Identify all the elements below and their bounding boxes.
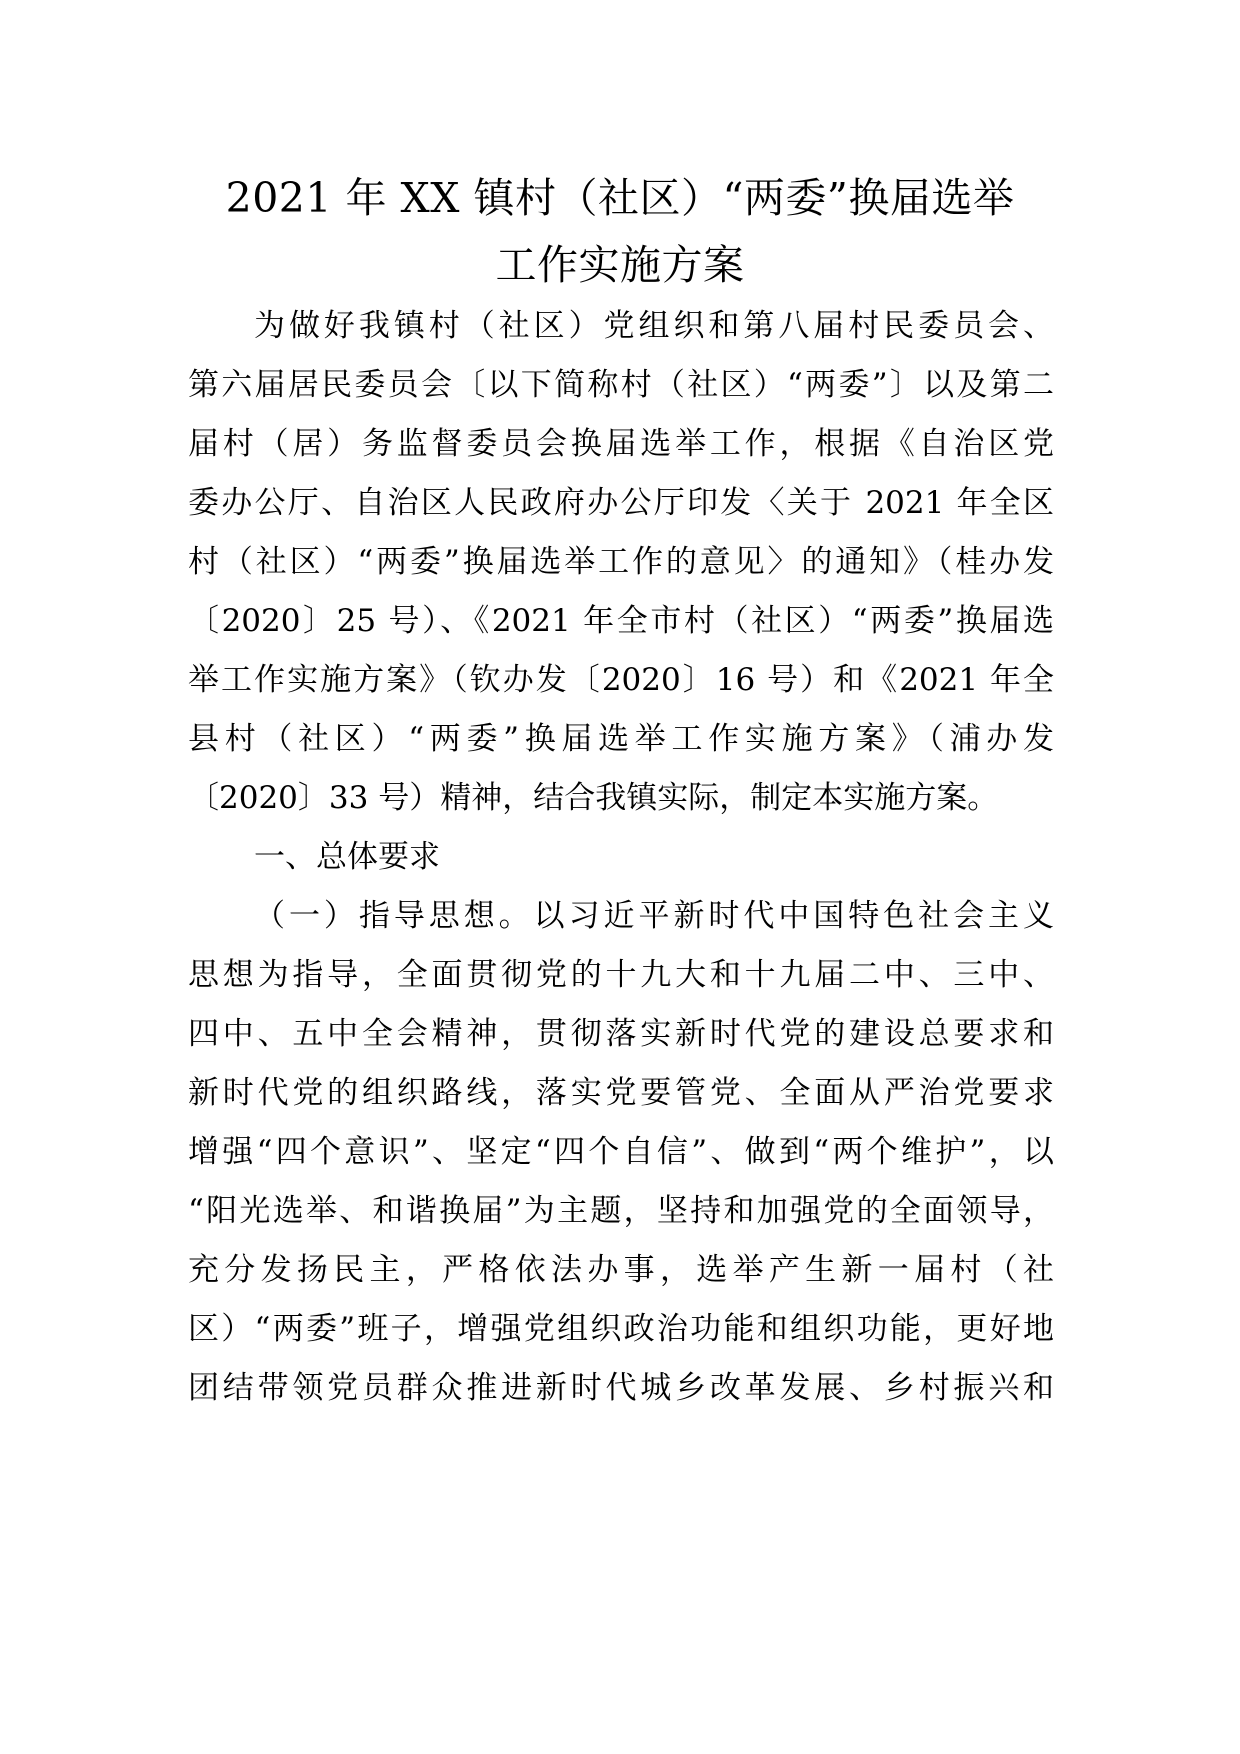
section-heading: 一、总体要求 xyxy=(254,839,440,875)
paragraph-line: （一）指导思想。以习近平新时代中国特色社会主义 xyxy=(254,898,1054,934)
paragraph-line: 举工作实施方案》（钦办发〔2020〕16 号）和《2021 年全 xyxy=(188,662,1054,698)
paragraph-line: 〔2020〕25 号）、《2021 年全市村（社区）“两委”换届选 xyxy=(188,603,1054,639)
paragraph-line: 村（社区）“两委”换届选举工作的意见〉的通知》（桂办发 xyxy=(188,544,1054,580)
paragraph-line: 第六届居民委员会〔以下简称村（社区）“两委”〕以及第二 xyxy=(188,367,1054,403)
paragraph-line: 新时代党的组织路线，落实党要管党、全面从严治党要求 xyxy=(188,1075,1054,1111)
paragraph-line: “阳光选举、和谐换届”为主题，坚持和加强党的全面领导， xyxy=(188,1193,1054,1229)
paragraph-line: 为做好我镇村（社区）党组织和第八届村民委员会、 xyxy=(254,308,1054,344)
paragraph-line: 四中、五中全会精神，贯彻落实新时代党的建设总要求和 xyxy=(188,1016,1054,1052)
paragraph-line: 县村（社区）“两委”换届选举工作实施方案》（浦办发 xyxy=(188,721,1054,757)
paragraph-line: 思想为指导，全面贯彻党的十九大和十九届二中、三中、 xyxy=(188,957,1054,993)
paragraph-line: 增强“四个意识”、坚定“四个自信”、做到“两个维护”，以 xyxy=(188,1134,1054,1170)
paragraph-line: 委办公厅、自治区人民政府办公厅印发〈关于 2021 年全区 xyxy=(188,485,1054,521)
paragraph-line: 届村（居）务监督委员会换届选举工作，根据《自治区党 xyxy=(188,426,1054,462)
paragraph-line: 充分发扬民主，严格依法办事，选举产生新一届村（社 xyxy=(188,1252,1054,1288)
paragraph-line: 区）“两委”班子，增强党组织政治功能和组织功能，更好地 xyxy=(188,1311,1054,1347)
document-title-line-2: 工作实施方案 xyxy=(495,241,745,289)
paragraph-line: 团结带领党员群众推进新时代城乡改革发展、乡村振兴和 xyxy=(188,1370,1054,1406)
paragraph-line: 〔2020〕33 号）精神，结合我镇实际，制定本实施方案。 xyxy=(188,780,999,816)
document-title-line-1: 2021 年 XX 镇村（社区）“两委”换届选举 xyxy=(225,174,1015,222)
